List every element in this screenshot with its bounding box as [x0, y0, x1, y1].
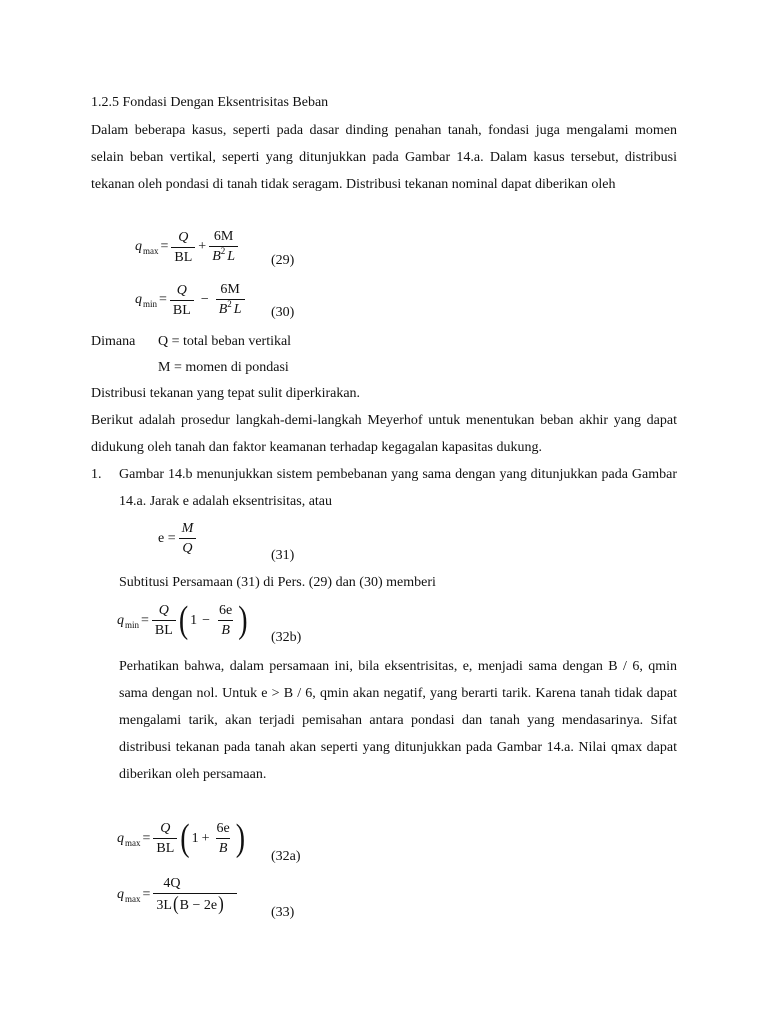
eq32b-fraction-2: $\frac{6e}{B}$	[219, 603, 233, 638]
eq31-label: (31)	[271, 548, 295, 563]
equation-29	[135, 228, 239, 266]
where-line-2: M = momen di pondasi	[158, 360, 289, 375]
eq30-minus: −	[200, 292, 209, 307]
where-line-1: Q = total beban vertikal	[158, 334, 292, 349]
equation-32b: q min = $\frac{Q}{BL}$ ( 1 − $\frac{6e}{B}$ )	[117, 598, 248, 641]
eq31-fraction: $\frac{M}{Q}$	[179, 520, 197, 557]
eq33-fraction: $\frac{4Q}{3L(B - 2e)}$	[153, 875, 236, 914]
eq29-q: q	[135, 239, 142, 254]
intro-paragraph: Dalam beberapa kasus, seperti pada dasar dinding penahan tanah, fondasi juga mengalami momen selain beban vertikal, seperti yang ditunjukkan pada Gambar 14.a. Dalam kasus tersebut, distribusi tekanan oleh pondasi di tanah tidak seragam. Distribusi tekanan nominal dapat diberikan oleh	[91, 123, 677, 192]
eq32b-label: (32b)	[271, 630, 302, 645]
list-item-text: Gambar 14.b menunjukkan sistem pembebanan yang sama dengan yang ditunjukkan pada Gambar 14.a. Jarak e adalah eksentrisitas, atau	[119, 467, 677, 509]
eq29-fraction-2: $\frac{6M}{B^2 L}$	[209, 228, 238, 266]
equation-31	[158, 520, 197, 557]
eq32a-fraction-2: $\frac{6e}{B}$	[216, 821, 230, 856]
equation-32a: q max = $\frac{Q}{BL}$ ( 1 + $\frac{6e}{B}$ )	[117, 816, 246, 859]
equation-30	[135, 281, 246, 319]
eq29-equals: =	[160, 239, 169, 254]
eq30-label: (30)	[271, 305, 295, 320]
eq29-sub: max	[143, 246, 159, 256]
eq32b-fraction-1: $\frac{Q}{BL}$	[152, 602, 176, 639]
paragraph-4: Perhatikan bahwa, dalam persamaan ini, bila eksentrisitas, e, menjadi sama dengan B / 6, qmin sama dengan nol. Untuk e > B / 6, qmin akan negatif, yang berarti tarik. Karena tanah tidak dapat mengalami tarik, akan terjadi pemisahan antara pondasi dan tanah yang mendasarinya. Sifat distribusi tekanan pada tanah akan seperti yang ditunjukkan pada Gambar 14.a. Nilai qmax dapat diberikan oleh persamaan.	[119, 659, 677, 782]
equation-33: q max = $\frac{4Q}{3L(B - 2e)}$	[117, 875, 238, 914]
eq29-label: (29)	[271, 253, 295, 268]
substitution-text: Subtitusi Persamaan (31) di Pers. (29) dan (30) memberi	[119, 575, 436, 590]
eq30-equals: =	[159, 292, 167, 307]
section-heading: 1.2.5 Fondasi Dengan Eksentrisitas Beban	[91, 95, 329, 110]
eq32a-fraction-1: $\frac{Q}{BL}$	[153, 820, 177, 857]
eq32a-label: (32a)	[271, 849, 301, 864]
eq30-fraction-1: $\frac{Q}{BL}$	[170, 282, 194, 319]
eq30-sub: min	[143, 299, 158, 309]
eq31-lhs: e =	[158, 530, 176, 546]
paragraph-2: Distribusi tekanan yang tepat sulit diperkirakan.	[91, 386, 361, 401]
list-item-number: 1.	[91, 467, 102, 482]
eq30-fraction-2: $\frac{6M}{B^2 L}$	[216, 281, 245, 319]
eq29-fraction-1: $\frac{Q}{BL}$	[171, 229, 195, 266]
eq30-q: q	[135, 292, 142, 307]
where-label: Dimana	[91, 334, 136, 349]
eq33-label: (33)	[271, 905, 295, 920]
paragraph-3: Berikut adalah prosedur langkah-demi-langkah Meyerhof untuk menentukan beban akhir yang dapat didukung oleh tanah dan faktor keamanan terhadap kegagalan kapasitas dukung.	[91, 413, 677, 455]
eq29-plus: +	[198, 239, 207, 254]
